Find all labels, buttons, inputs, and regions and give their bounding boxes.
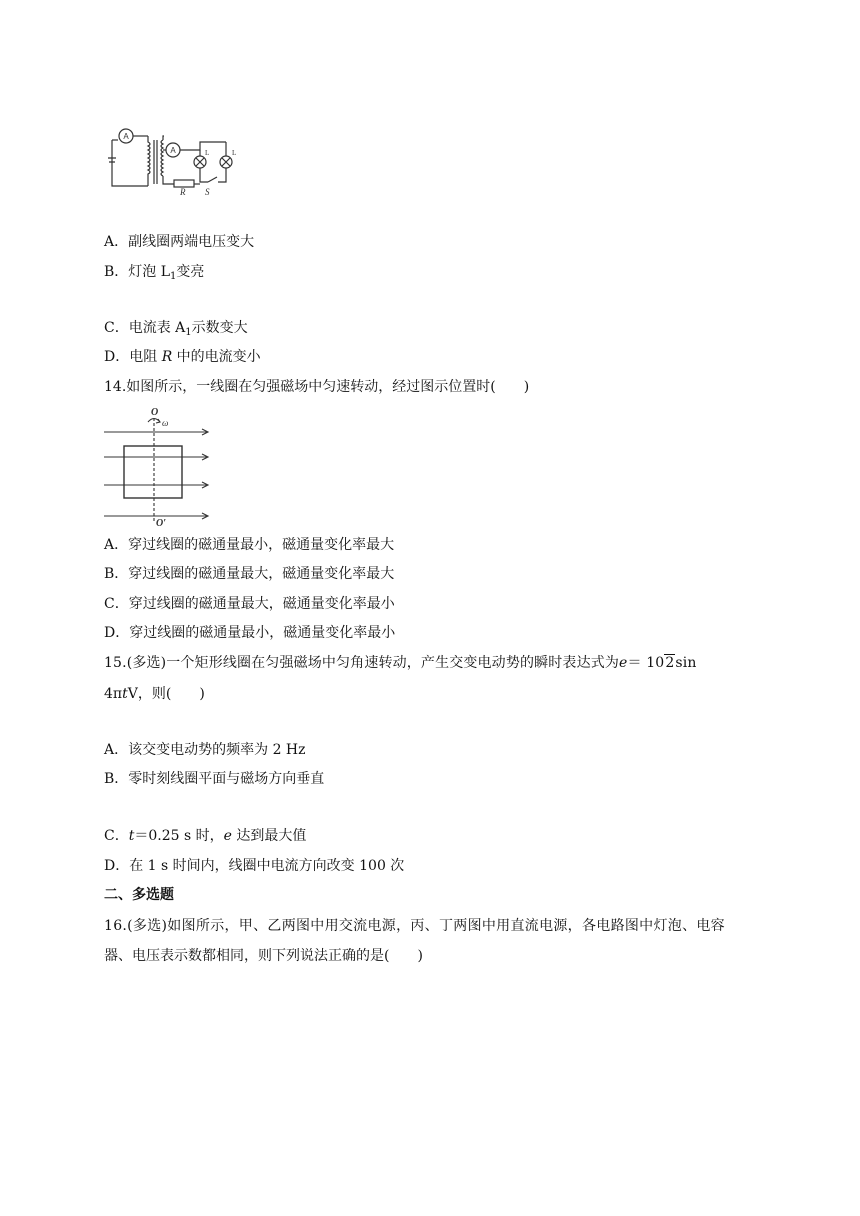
lamp-label: L	[232, 149, 237, 157]
q16-stem-line1: 16.(多选)如图所示，甲、乙两图中用交流电源，丙、丁两图中用直流电源，各电路图中灯泡、电容	[104, 918, 725, 934]
ammeter-label: A	[170, 146, 176, 155]
q15-option-b: B．零时刻线圈平面与磁场方向垂直	[104, 771, 325, 787]
q15-stem-line2: 4πtV，则( )	[104, 686, 205, 702]
q15-stem-line1: 15.(多选)一个矩形线圈在匀强磁场中匀角速转动，产生交变电动势的瞬时表达式为e＝ 102sin	[104, 655, 697, 671]
axis-bottom-label: O′	[156, 518, 167, 528]
q15-option-c: C．t＝0.25 s 时，e 达到最大值	[104, 828, 307, 844]
q15-option-a: A．该交变电动势的频率为 2 Hz	[104, 742, 306, 758]
q14-option-c: C．穿过线圈的磁通量最大，磁通量变化率最小	[104, 596, 395, 612]
q13-option-d: D．电阻 R 中的电流变小	[104, 349, 261, 365]
q13-option-a: A．副线圈两端电压变大	[104, 234, 255, 250]
switch-label: S	[205, 187, 210, 196]
q13-option-c: C．电流表 $A_1$示数变大	[104, 320, 248, 338]
transformer-circuit-figure	[104, 126, 252, 196]
q14-option-b: B．穿过线圈的磁通量最大，磁通量变化率最大	[104, 566, 395, 582]
resistor-label: R	[180, 187, 186, 196]
q13-option-b: B．灯泡 $L_1$变亮	[104, 264, 205, 282]
q14-stem: 14.如图所示，一线圈在匀强磁场中匀速转动，经过图示位置时( )	[104, 379, 530, 395]
q14-option-a: A．穿过线圈的磁通量最小，磁通量变化率最大	[104, 537, 395, 553]
omega-label: ω	[162, 418, 169, 428]
q15-option-d: D．在 1 s 时间内，线圈中电流方向改变 100 次	[104, 858, 405, 874]
axis-top-label: O	[151, 407, 159, 418]
section-title: 二、多选题	[104, 887, 174, 903]
rotating-coil-figure	[104, 404, 210, 528]
q16-stem-line2: 器、电压表示数都相同，则下列说法正确的是( )	[104, 948, 423, 964]
ammeter-label: A	[123, 132, 129, 141]
lamp-label: L	[205, 149, 210, 157]
q14-option-d: D．穿过线圈的磁通量最小，磁通量变化率最小	[104, 625, 396, 641]
